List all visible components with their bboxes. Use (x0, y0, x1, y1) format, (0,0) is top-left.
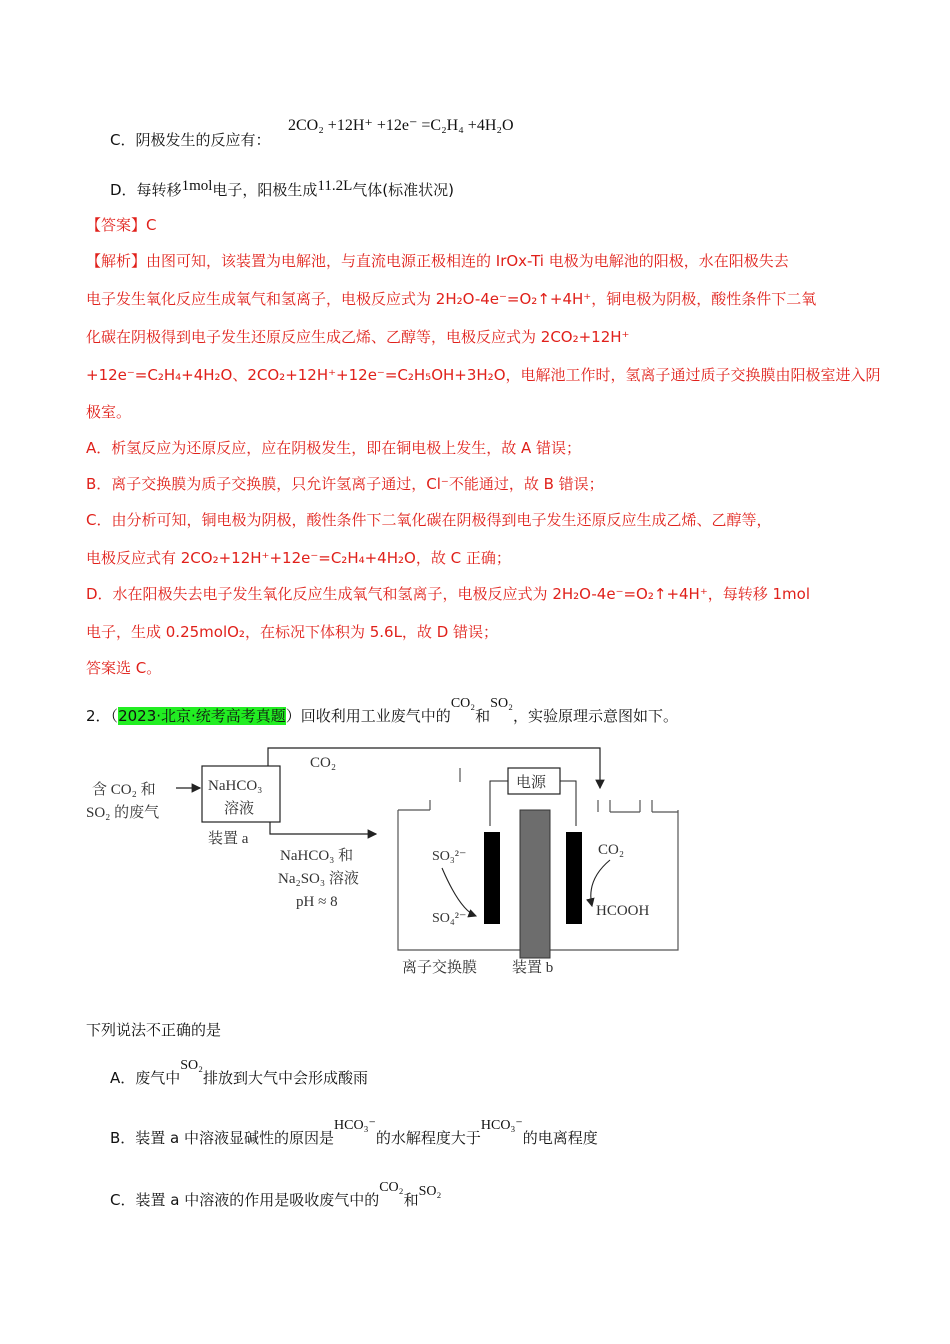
option-c[interactable] (110, 1180, 442, 1212)
option-c-he: 和 (403, 1191, 419, 1209)
ion-exchange-membrane (520, 810, 550, 958)
option-c-co2: CO₂ (379, 1180, 404, 1195)
analysis-option-d-2: 电子，生成 0.25molO₂，在标况下体积为 5.6L，故 D 错误； (86, 623, 499, 641)
option-b-text-2: 的水解程度大于 (375, 1129, 481, 1147)
gas-in-line-2: SO₂ 的废气 (86, 805, 160, 821)
option-b-text-3: 的电离程度 (522, 1129, 598, 1147)
option-a-text-1: A．废气中 (110, 1069, 181, 1087)
sulfite-label: SO₃²⁻ (432, 849, 467, 864)
option-b-text-1: B．装置 a 中溶液显碱性的原因是 (110, 1129, 335, 1147)
anode (484, 832, 500, 924)
option-b-hco3-2: HCO₃⁻ (480, 1118, 523, 1133)
analysis-option-c-2: 电极反应式有 2CO₂+12H⁺+12e⁻=C₂H₄+4H₂O，故 C 正确； (86, 549, 511, 567)
analysis-option-c-1: C．由分析可知，铜电极为阴极，酸性条件下二氧化碳在阴极得到电子发生还原反应生成乙烯、乙醇等， (86, 511, 772, 529)
co2-right-label: CO₂ (598, 842, 625, 858)
analysis-option-d-1: D．水在阳极失去电子发生氧化反应生成氧气和氢离子，电极反应式为 2H₂O-4e⁻=O₂↑+4H⁺，每转移 1mol (86, 585, 811, 603)
cathode (566, 832, 582, 924)
option-d-mol: 1mol (181, 178, 213, 194)
question-stem: 下列说法不正确的是 (86, 1021, 222, 1039)
question-number: 2． (86, 707, 111, 725)
analysis-line-1: 【解析】由图可知，该装置为电解池，与直流电源正极相连的 IrOx-Ti 电极为电解池的阳极，水在阳极失去 (86, 252, 789, 270)
option-b[interactable] (110, 1118, 598, 1150)
answer: 【答案】C (86, 216, 157, 234)
analysis-line-4: +12e⁻=C₂H₄+4H₂O、2CO₂+12H⁺+12e⁻=C₂H₅OH+3H₂O，电解池工作时，氢离子通过质子交换膜由阳极室进入阴 (86, 366, 881, 384)
question-text-a: 回收利用工业废气中的 (300, 707, 451, 725)
analysis-final: 答案选 C。 (86, 659, 162, 677)
device-a-label: 装置 a (208, 831, 249, 847)
power-source-label: 电源 (516, 775, 547, 791)
option-d-text-b: 电子，阳极生成 (212, 181, 318, 199)
option-d-text-c: 气体(标准状况) (352, 181, 454, 199)
option-c-so2: SO₂ (418, 1184, 442, 1199)
analysis-line-2: 电子发生氧化反应生成氧气和氢离子，电极反应式为 2H₂O-4e⁻=O₂↑+4H⁺，铜电极为阴极，酸性条件下二氧 (86, 290, 817, 308)
sulfate-label: SO₄²⁻ (432, 911, 467, 926)
co2-top-label: CO₂ (310, 755, 337, 771)
outlet-label-2: Na₂SO₃ 溶液 (278, 871, 359, 887)
question-so2: SO₂ (490, 696, 513, 711)
analysis-line-5: 极室。 (86, 403, 132, 421)
outlet-label-1: NaHCO₃ 和 (280, 848, 354, 864)
analysis-option-b: B．离子交换膜为质子交换膜，只允许氢离子通过，Cl⁻不能通过，故 B 错误； (86, 475, 604, 493)
option-c-prev (110, 130, 270, 150)
experiment-diagram (80, 740, 700, 985)
analysis-line-3: 化碳在阴极得到电子发生还原反应生成乙烯、乙醇等，电极反应式为 2CO₂+12H⁺ (86, 328, 630, 346)
option-c-formula: 2CO₂ +12H⁺ +12e⁻ =C₂H₄ +4H₂O (288, 117, 514, 134)
question-he: 和 (475, 707, 491, 725)
hcooh-label: HCOOH (596, 903, 650, 919)
option-b-hco3-1: HCO₃⁻ (334, 1118, 376, 1133)
wire-right (560, 781, 576, 826)
option-d-text-a: D．每转移 (110, 181, 182, 199)
device-b-label: 装置 b (512, 960, 554, 976)
analysis-option-a: A．析氢反应为还原反应，应在阴极发生，即在铜电极上发生，故 A 错误； (86, 439, 582, 457)
wire-left (490, 781, 508, 826)
option-a-text-2: 排放到大气中会形成酸雨 (203, 1069, 369, 1087)
question-co2: CO₂ (450, 696, 476, 711)
question-text-b: ，实验原理示意图如下。 (512, 707, 678, 725)
box-label-2: 溶液 (224, 801, 255, 817)
option-d-prev (110, 180, 454, 201)
question-2-header: 2．（2023·北京·统考高考真题）回收利用工业废气中的CO₂和SO₂，实验原理示意图如下。 (86, 696, 678, 725)
box-label-1: NaHCO₃ (208, 778, 263, 794)
option-a[interactable] (110, 1058, 369, 1090)
gas-in-line-1: 含 CO₂ 和 (92, 782, 156, 798)
outlet-pipe (270, 822, 376, 834)
option-d-vol: 11.2L (317, 178, 353, 194)
outlet-label-3: pH ≈ 8 (296, 894, 338, 910)
option-c-text-1: C．装置 a 中溶液的作用是吸收废气中的 (110, 1191, 380, 1209)
question-source-tag: 2023·北京·统考高考真题 (118, 707, 286, 725)
option-c-label: C．阴极发生的反应有： (110, 131, 271, 149)
option-a-so2: SO₂ (180, 1058, 204, 1073)
membrane-label: 离子交换膜 (402, 960, 478, 976)
